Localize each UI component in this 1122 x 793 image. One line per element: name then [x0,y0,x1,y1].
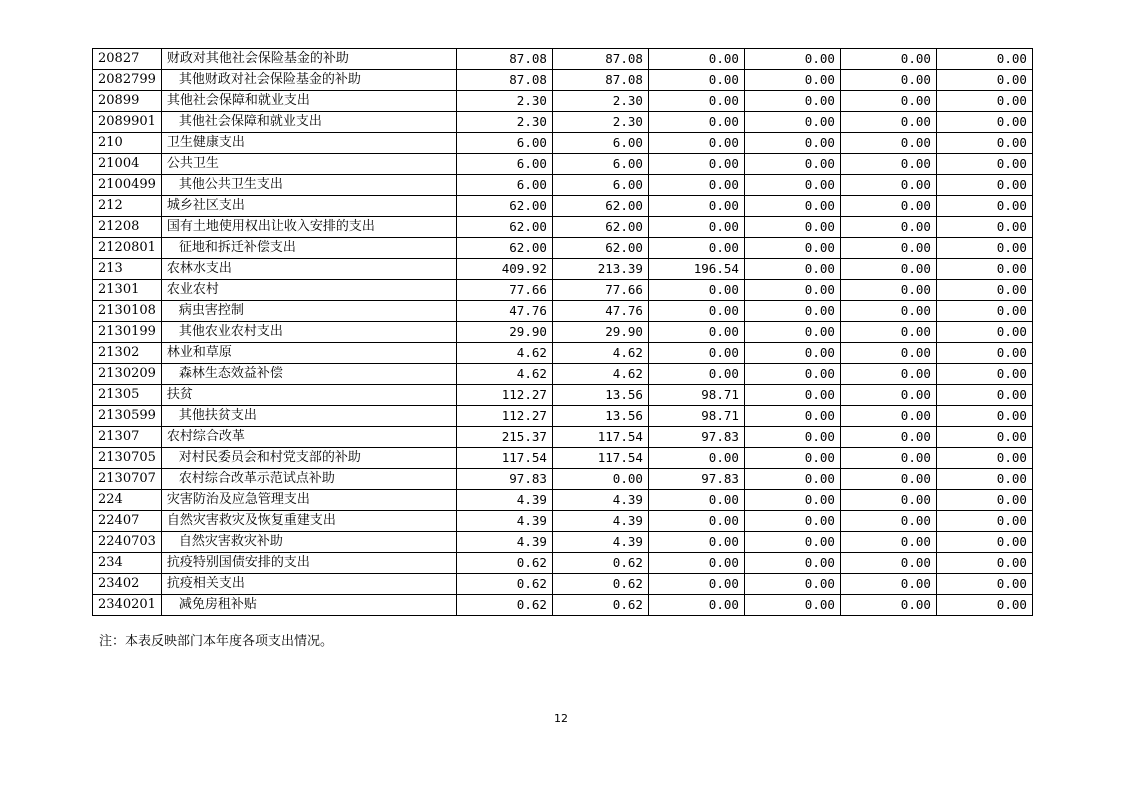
cell-value-6: 0.00 [936,469,1032,490]
cell-value-1: 62.00 [456,238,552,259]
cell-value-6: 0.00 [936,70,1032,91]
cell-value-1: 62.00 [456,196,552,217]
cell-value-5: 0.00 [840,364,936,385]
cell-value-3: 0.00 [648,448,744,469]
cell-code: 210 [93,133,162,154]
cell-value-4: 0.00 [744,574,840,595]
cell-value-6: 0.00 [936,574,1032,595]
table-row [93,595,1033,616]
cell-item-name: 对村民委员会和村党支部的补助 [161,448,456,469]
cell-value-3: 0.00 [648,196,744,217]
cell-item-name: 扶贫 [161,385,456,406]
table-row [93,553,1033,574]
cell-value-1: 0.62 [456,595,552,616]
cell-value-3: 0.00 [648,532,744,553]
cell-value-2: 13.56 [552,385,648,406]
cell-value-5: 0.00 [840,280,936,301]
cell-item-name: 灾害防治及应急管理支出 [161,490,456,511]
cell-value-5: 0.00 [840,532,936,553]
cell-value-4: 0.00 [744,427,840,448]
cell-value-2: 62.00 [552,196,648,217]
cell-item-name: 农村综合改革 [161,427,456,448]
cell-value-3: 0.00 [648,91,744,112]
table-row [93,301,1033,322]
cell-value-6: 0.00 [936,49,1032,70]
cell-value-4: 0.00 [744,280,840,301]
cell-value-5: 0.00 [840,385,936,406]
cell-value-5: 0.00 [840,49,936,70]
page-number: 12 [554,712,568,725]
cell-value-4: 0.00 [744,532,840,553]
cell-value-2: 47.76 [552,301,648,322]
table-row [93,70,1033,91]
cell-value-2: 0.00 [552,469,648,490]
cell-value-4: 0.00 [744,469,840,490]
cell-value-2: 0.62 [552,595,648,616]
table-row [93,259,1033,280]
cell-code: 21305 [93,385,162,406]
cell-value-3: 0.00 [648,553,744,574]
cell-value-1: 97.83 [456,469,552,490]
cell-value-5: 0.00 [840,112,936,133]
cell-value-1: 87.08 [456,49,552,70]
cell-value-6: 0.00 [936,301,1032,322]
cell-value-6: 0.00 [936,595,1032,616]
cell-value-5: 0.00 [840,301,936,322]
cell-value-4: 0.00 [744,217,840,238]
cell-value-2: 87.08 [552,49,648,70]
cell-item-name: 林业和草原 [161,343,456,364]
cell-value-6: 0.00 [936,217,1032,238]
cell-value-5: 0.00 [840,175,936,196]
cell-value-4: 0.00 [744,154,840,175]
table-row [93,112,1033,133]
cell-value-2: 4.39 [552,490,648,511]
cell-value-2: 6.00 [552,133,648,154]
cell-code: 2130707 [93,469,162,490]
cell-value-4: 0.00 [744,322,840,343]
cell-value-5: 0.00 [840,91,936,112]
cell-value-5: 0.00 [840,448,936,469]
cell-item-name: 其他财政对社会保险基金的补助 [161,70,456,91]
cell-value-3: 0.00 [648,154,744,175]
cell-code: 2130705 [93,448,162,469]
cell-value-1: 6.00 [456,175,552,196]
cell-value-2: 29.90 [552,322,648,343]
cell-item-name: 抗疫相关支出 [161,574,456,595]
table-row [93,511,1033,532]
cell-value-4: 0.00 [744,91,840,112]
cell-value-1: 29.90 [456,322,552,343]
cell-value-2: 117.54 [552,448,648,469]
table-row [93,91,1033,112]
cell-value-1: 4.39 [456,511,552,532]
cell-item-name: 国有土地使用权出让收入安排的支出 [161,217,456,238]
cell-value-4: 0.00 [744,112,840,133]
cell-code: 21004 [93,154,162,175]
cell-value-2: 77.66 [552,280,648,301]
cell-value-6: 0.00 [936,322,1032,343]
table-row [93,448,1033,469]
table-row [93,175,1033,196]
cell-value-2: 13.56 [552,406,648,427]
cell-value-5: 0.00 [840,238,936,259]
table-row [93,322,1033,343]
cell-value-3: 0.00 [648,322,744,343]
cell-value-6: 0.00 [936,259,1032,280]
cell-value-3: 0.00 [648,301,744,322]
cell-value-6: 0.00 [936,238,1032,259]
cell-value-5: 0.00 [840,553,936,574]
cell-value-6: 0.00 [936,175,1032,196]
cell-value-1: 77.66 [456,280,552,301]
cell-value-1: 4.62 [456,364,552,385]
cell-value-6: 0.00 [936,154,1032,175]
cell-code: 21307 [93,427,162,448]
cell-code: 20827 [93,49,162,70]
cell-value-3: 0.00 [648,217,744,238]
cell-code: 213 [93,259,162,280]
table-body [93,49,1033,616]
cell-value-6: 0.00 [936,553,1032,574]
cell-code: 2240703 [93,532,162,553]
cell-value-3: 97.83 [648,427,744,448]
cell-value-1: 2.30 [456,91,552,112]
cell-item-name: 病虫害控制 [161,301,456,322]
table-row [93,469,1033,490]
cell-value-3: 0.00 [648,595,744,616]
cell-value-4: 0.00 [744,595,840,616]
cell-value-3: 0.00 [648,574,744,595]
cell-item-name: 其他农业农村支出 [161,322,456,343]
cell-value-3: 0.00 [648,280,744,301]
cell-value-1: 0.62 [456,553,552,574]
cell-value-4: 0.00 [744,301,840,322]
cell-value-1: 62.00 [456,217,552,238]
cell-item-name: 征地和拆迁补偿支出 [161,238,456,259]
table-row [93,406,1033,427]
cell-value-1: 4.39 [456,532,552,553]
cell-code: 234 [93,553,162,574]
cell-value-5: 0.00 [840,427,936,448]
cell-item-name: 城乡社区支出 [161,196,456,217]
cell-value-6: 0.00 [936,91,1032,112]
cell-value-5: 0.00 [840,595,936,616]
cell-value-4: 0.00 [744,511,840,532]
cell-value-3: 0.00 [648,70,744,91]
cell-value-2: 213.39 [552,259,648,280]
cell-value-3: 98.71 [648,406,744,427]
cell-value-6: 0.00 [936,511,1032,532]
table-row [93,49,1033,70]
cell-code: 2130599 [93,406,162,427]
table-row [93,574,1033,595]
cell-value-3: 0.00 [648,175,744,196]
table-row [93,532,1033,553]
cell-code: 21301 [93,280,162,301]
cell-item-name: 农林水支出 [161,259,456,280]
cell-item-name: 抗疫特别国债安排的支出 [161,553,456,574]
cell-item-name: 财政对其他社会保险基金的补助 [161,49,456,70]
cell-value-2: 0.62 [552,553,648,574]
cell-item-name: 其他社会保障和就业支出 [161,112,456,133]
cell-code: 22407 [93,511,162,532]
cell-value-2: 4.62 [552,343,648,364]
cell-value-1: 6.00 [456,154,552,175]
cell-value-5: 0.00 [840,259,936,280]
cell-value-2: 117.54 [552,427,648,448]
cell-value-2: 6.00 [552,154,648,175]
cell-value-5: 0.00 [840,406,936,427]
cell-value-6: 0.00 [936,280,1032,301]
table-row [93,364,1033,385]
cell-value-2: 0.62 [552,574,648,595]
table-row [93,427,1033,448]
cell-item-name: 农村综合改革示范试点补助 [161,469,456,490]
table-row [93,280,1033,301]
table-row [93,196,1033,217]
cell-value-2: 2.30 [552,91,648,112]
cell-value-3: 0.00 [648,364,744,385]
cell-code: 2340201 [93,595,162,616]
cell-value-5: 0.00 [840,133,936,154]
cell-item-name: 其他扶贫支出 [161,406,456,427]
cell-value-6: 0.00 [936,490,1032,511]
expenditure-table [92,48,1033,616]
cell-item-name: 公共卫生 [161,154,456,175]
cell-value-1: 112.27 [456,385,552,406]
cell-code: 212 [93,196,162,217]
cell-value-6: 0.00 [936,427,1032,448]
cell-value-4: 0.00 [744,448,840,469]
cell-value-4: 0.00 [744,238,840,259]
cell-item-name: 自然灾害救灾补助 [161,532,456,553]
cell-value-1: 47.76 [456,301,552,322]
cell-value-4: 0.00 [744,175,840,196]
cell-value-2: 2.30 [552,112,648,133]
table-row [93,154,1033,175]
cell-value-6: 0.00 [936,112,1032,133]
cell-value-6: 0.00 [936,448,1032,469]
cell-value-1: 4.39 [456,490,552,511]
cell-value-4: 0.00 [744,553,840,574]
cell-value-4: 0.00 [744,70,840,91]
cell-value-2: 62.00 [552,217,648,238]
cell-value-1: 4.62 [456,343,552,364]
cell-value-3: 0.00 [648,343,744,364]
cell-value-4: 0.00 [744,364,840,385]
cell-code: 2130108 [93,301,162,322]
cell-value-3: 0.00 [648,238,744,259]
cell-value-5: 0.00 [840,70,936,91]
cell-value-4: 0.00 [744,406,840,427]
cell-value-2: 87.08 [552,70,648,91]
cell-value-5: 0.00 [840,217,936,238]
cell-code: 2130199 [93,322,162,343]
cell-value-6: 0.00 [936,133,1032,154]
table-note: 注：本表反映部门本年度各项支出情况。 [99,634,334,649]
cell-value-3: 0.00 [648,490,744,511]
cell-code: 224 [93,490,162,511]
cell-value-4: 0.00 [744,490,840,511]
cell-value-2: 4.62 [552,364,648,385]
cell-value-1: 112.27 [456,406,552,427]
cell-value-6: 0.00 [936,406,1032,427]
cell-value-2: 62.00 [552,238,648,259]
cell-value-6: 0.00 [936,343,1032,364]
cell-item-name: 其他公共卫生支出 [161,175,456,196]
cell-value-4: 0.00 [744,133,840,154]
cell-value-5: 0.00 [840,154,936,175]
cell-code: 2089901 [93,112,162,133]
cell-value-1: 6.00 [456,133,552,154]
cell-value-3: 0.00 [648,511,744,532]
cell-value-6: 0.00 [936,385,1032,406]
cell-value-1: 409.92 [456,259,552,280]
cell-code: 21302 [93,343,162,364]
cell-item-name: 卫生健康支出 [161,133,456,154]
table-row [93,238,1033,259]
cell-item-name: 其他社会保障和就业支出 [161,91,456,112]
table-row [93,133,1033,154]
cell-value-3: 0.00 [648,133,744,154]
cell-code: 2100499 [93,175,162,196]
table-row [93,343,1033,364]
cell-value-4: 0.00 [744,49,840,70]
cell-value-3: 97.83 [648,469,744,490]
cell-value-1: 215.37 [456,427,552,448]
cell-code: 2130209 [93,364,162,385]
cell-code: 2120801 [93,238,162,259]
cell-value-5: 0.00 [840,322,936,343]
cell-value-6: 0.00 [936,196,1032,217]
cell-code: 23402 [93,574,162,595]
cell-value-5: 0.00 [840,469,936,490]
cell-code: 2082799 [93,70,162,91]
cell-value-6: 0.00 [936,532,1032,553]
table-row [93,217,1033,238]
cell-value-1: 117.54 [456,448,552,469]
cell-item-name: 减免房租补贴 [161,595,456,616]
cell-item-name: 森林生态效益补偿 [161,364,456,385]
cell-value-4: 0.00 [744,385,840,406]
cell-value-3: 98.71 [648,385,744,406]
cell-value-6: 0.00 [936,364,1032,385]
cell-item-name: 农业农村 [161,280,456,301]
cell-value-1: 87.08 [456,70,552,91]
cell-value-3: 0.00 [648,112,744,133]
cell-code: 20899 [93,91,162,112]
cell-value-1: 0.62 [456,574,552,595]
cell-value-5: 0.00 [840,196,936,217]
cell-value-4: 0.00 [744,196,840,217]
cell-code: 21208 [93,217,162,238]
table-row [93,490,1033,511]
cell-value-5: 0.00 [840,511,936,532]
cell-value-5: 0.00 [840,490,936,511]
cell-value-2: 4.39 [552,511,648,532]
table-row [93,385,1033,406]
cell-item-name: 自然灾害救灾及恢复重建支出 [161,511,456,532]
cell-value-2: 6.00 [552,175,648,196]
cell-value-1: 2.30 [456,112,552,133]
cell-value-4: 0.00 [744,343,840,364]
cell-value-5: 0.00 [840,574,936,595]
cell-value-2: 4.39 [552,532,648,553]
cell-value-4: 0.00 [744,259,840,280]
cell-value-3: 0.00 [648,49,744,70]
cell-value-5: 0.00 [840,343,936,364]
cell-value-3: 196.54 [648,259,744,280]
